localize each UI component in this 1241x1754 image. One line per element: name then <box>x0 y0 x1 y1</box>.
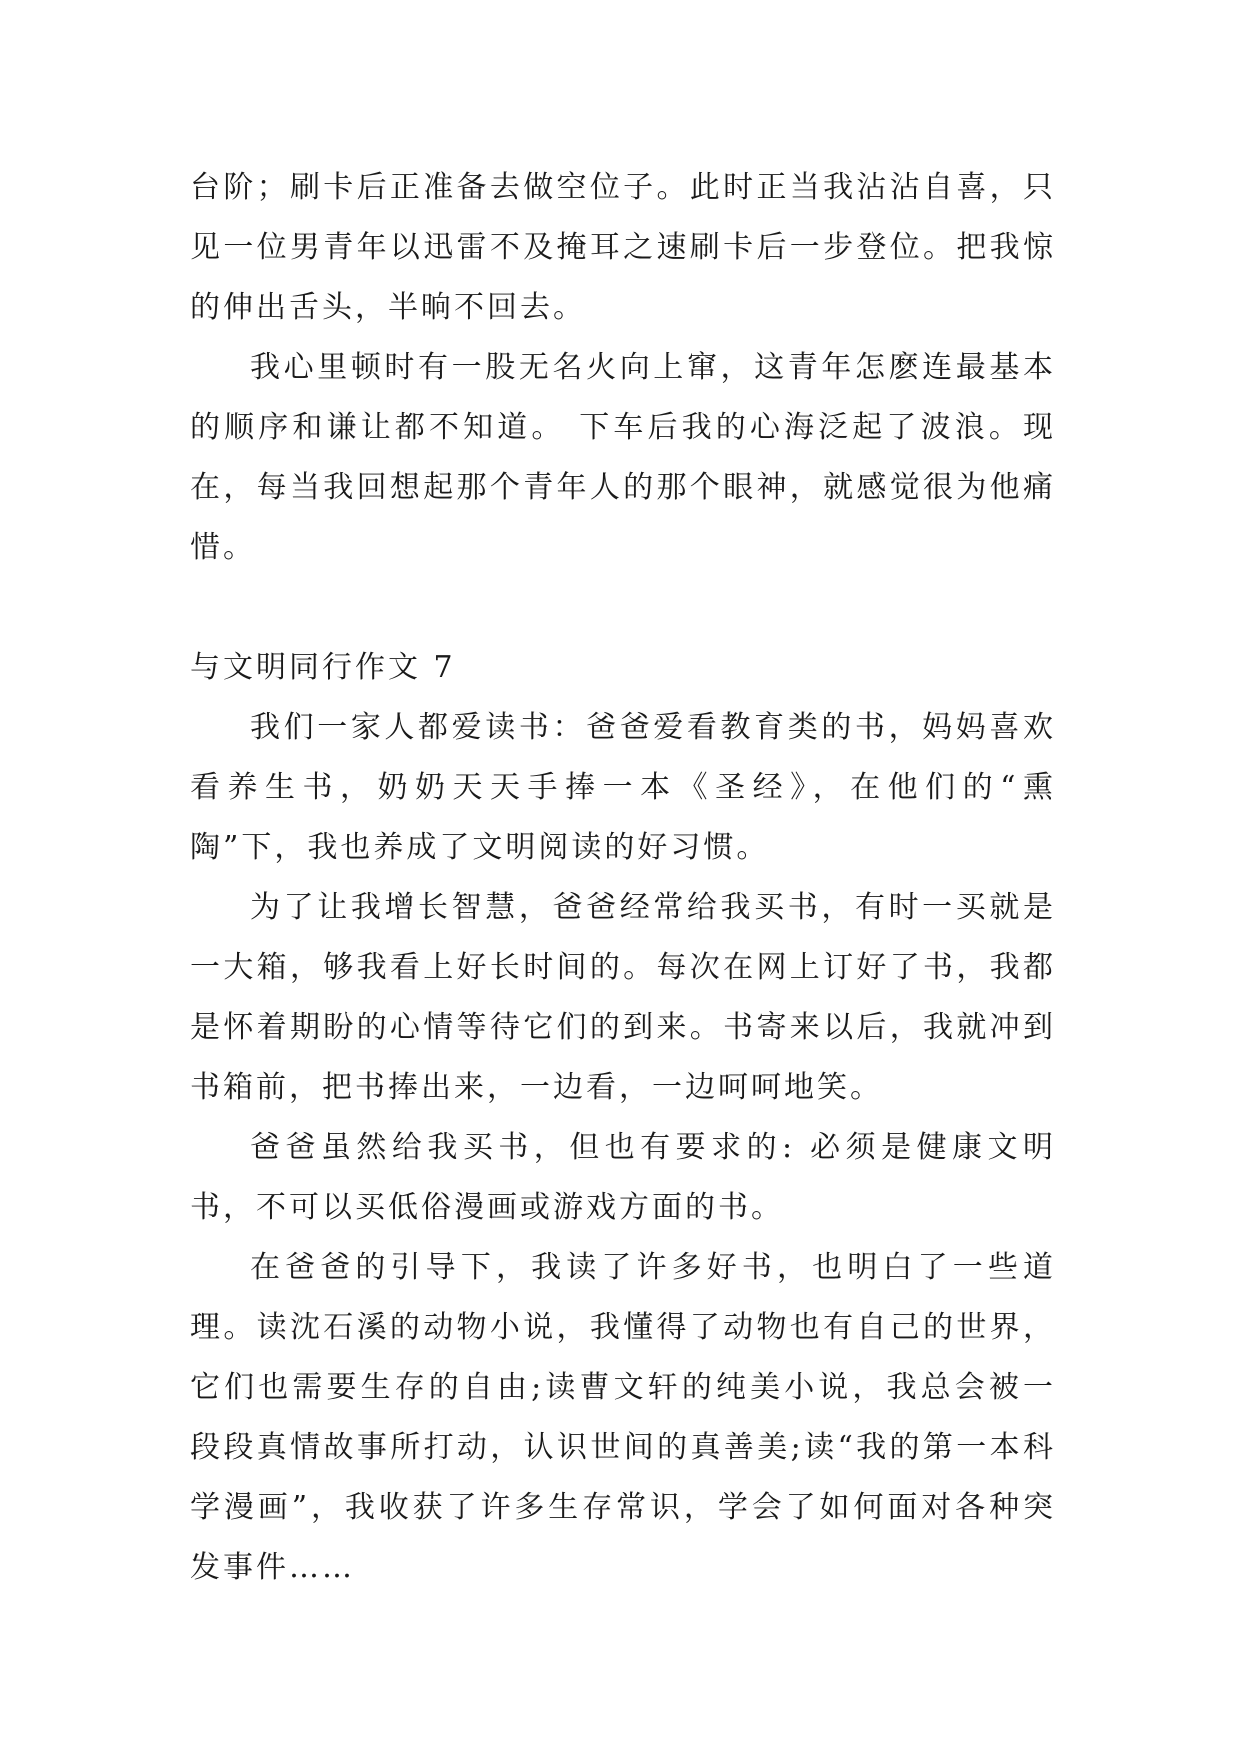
paragraph-2: 我心里顿时有一股无名火向上窜，这青年怎麽连最基本的顺序和谦让都不知道。 下车后我的心海泛起了波浪。现在，每当我回想起那个青年人的那个眼神，就感觉很为他痛惜。 <box>190 350 1056 565</box>
section-heading: 与文明同行作文 7 <box>190 650 456 685</box>
paragraph-3: 我们一家人都爱读书：爸爸爱看教育类的书，妈妈喜欢看养生书，奶奶天天手捧一本《圣经》，在他们的“熏陶”下，我也养成了文明阅读的好习惯。 <box>190 710 1056 865</box>
paragraph-5: 爸爸虽然给我买书，但也有要求的: 必须是健康文明书，不可以买低俗漫画或游戏方面的书。 <box>190 1130 1056 1225</box>
paragraph-4: 为了让我增长智慧，爸爸经常给我买书，有时一买就是一大箱，够我看上好长时间的。每次在网上订好了书，我都是怀着期盼的心情等待它们的到来。书寄来以后，我就冲到书箱前，把书捧出来，一边看，一边呵呵地笑。 <box>190 890 1056 1105</box>
section-gap <box>190 578 1056 638</box>
paragraph-1: 台阶；刷卡后正准备去做空位子。此时正当我沾沾自喜，只见一位男青年以迅雷不及掩耳之速刷卡后一步登位。把我惊的伸出舌头，半晌不回去。 <box>190 170 1056 325</box>
document-body <box>190 158 1056 1598</box>
paragraph-6: 在爸爸的引导下，我读了许多好书，也明白了一些道理。读沈石溪的动物小说，我懂得了动物也有自己的世界，它们也需要生存的自由;读曹文轩的纯美小说，我总会被一段段真情故事所打动，认识世间的真善美;读“我的第一本科学漫画”，我收获了许多生存常识，学会了如何面对各种突发事件…… <box>190 1250 1056 1585</box>
